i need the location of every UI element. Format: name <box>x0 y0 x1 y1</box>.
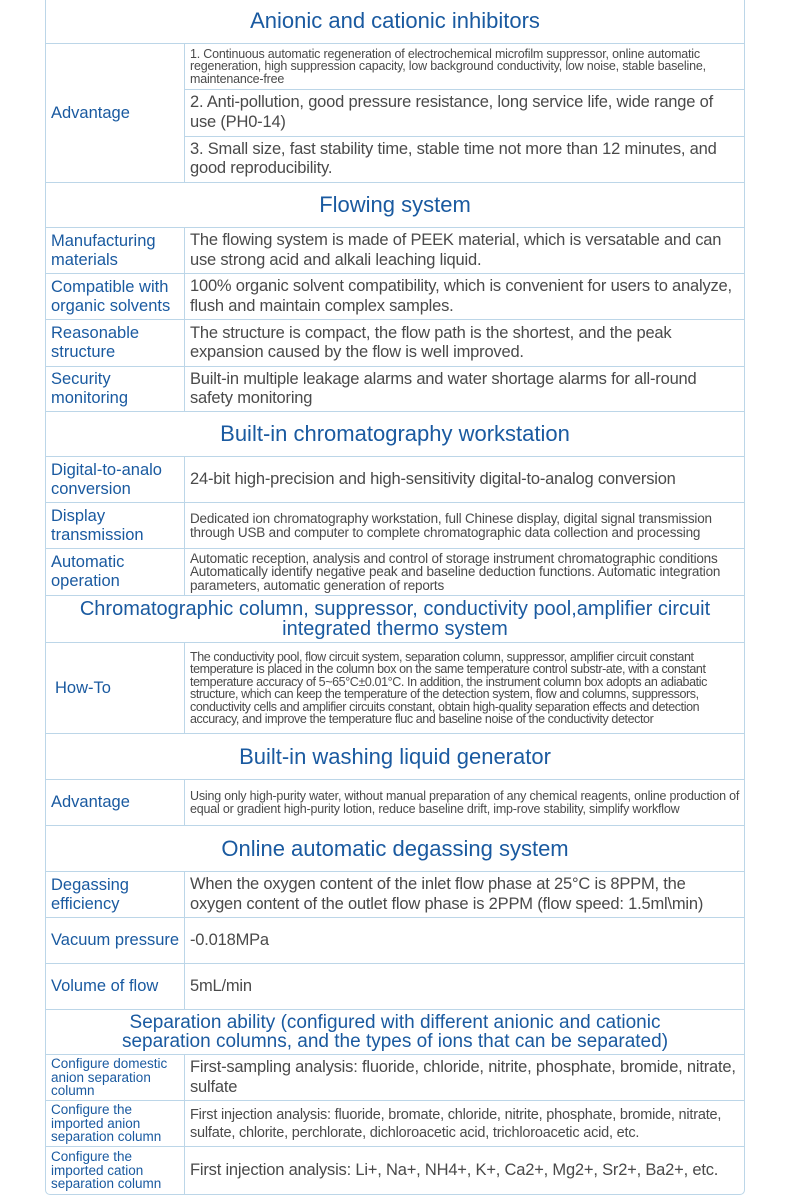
spec-row <box>46 918 744 964</box>
section-title-text: Separation ability (configured with different anionic and cationic separation columns, and the types of ions that can be separated) <box>121 1012 669 1052</box>
spec-value: 3. Small size, fast stability time, stable time not more than 12 minutes, and good reproducibility. <box>190 139 717 178</box>
spec-value: The flowing system is made of PEEK material, which is versatable and can use strong acid and alkali leaching liquid. <box>190 231 722 269</box>
spec-label: Display transmission <box>46 503 185 548</box>
spec-label: Advantage <box>46 44 185 182</box>
spec-label: How-To <box>46 643 185 733</box>
spec-value: 1. Continuous automatic regeneration of electrochemical microfilm suppressor, online automatic regeneration, high suppression capacity, low background conductivity, low noise, stable baseline, maintenance-free <box>185 44 744 90</box>
spec-value: The structure is compact, the flow path is the shortest, and the peak expansion caused by the flow is well improved. <box>190 323 672 361</box>
spec-value: Built-in multiple leakage alarms and water shortage alarms for all-round safety monitoring <box>190 369 697 407</box>
spec-value: First injection analysis: Li+, Na+, NH4+, K+, Ca2+, Mg2+, Sr2+, Ba2+, etc. <box>190 1160 719 1179</box>
spec-row <box>46 320 744 367</box>
spec-label: Configure domestic anion separation column <box>46 1055 185 1100</box>
spec-row <box>46 780 744 826</box>
spec-row <box>46 367 744 412</box>
spec-label: Compatible with organic solvents <box>46 274 185 319</box>
spec-label: Digital-to-analo conversion <box>46 457 185 502</box>
spec-row <box>46 872 744 918</box>
spec-row <box>46 1055 744 1101</box>
spec-label: Advantage <box>46 780 185 825</box>
spec-label: Volume of flow <box>46 964 185 1009</box>
section-title-flowing-system <box>46 183 744 228</box>
spec-value: First injection analysis: fluoride, bromate, chloride, nitrite, phosphate, bromide, nitrate, sulfate, chlorite, perchlorate, dichloroacetic acid, trichloroacetic acid, etc. <box>190 1106 722 1141</box>
spec-row <box>46 503 744 549</box>
section-title-text: Anionic and cationic inhibitors <box>250 8 540 33</box>
spec-value: When the oxygen content of the inlet flow phase at 25°C is 8PPM, the oxygen content of the outlet flow phase is 2PPM (flow speed: 1.5ml\min) <box>190 875 704 913</box>
spec-row <box>46 964 744 1010</box>
spec-table <box>45 0 745 1195</box>
spec-value: 24-bit high-precision and high-sensitivity digital-to-analog conversion <box>190 469 676 488</box>
spec-label: Manufacturing materials <box>46 228 185 273</box>
spec-value: The conductivity pool, flow circuit system, separation column, suppressor, amplifier circuit constant temperature is placed in the column box on the same temperature control substr-ate, with a constant temperature accuracy of 5~65°C±0.01°C. In addition, the instrument column box adopts an adiabatic structure, which can keep the temperature of the detection system, flow and columns, suppressors, conductivity cells and amplifier circuits constant, obtain high-quality separation effects and detection accuracy, and improve the temperature fluc and baseline noise of the conductivity detector <box>190 649 707 726</box>
spec-row <box>46 1101 744 1147</box>
spec-label: Configure the imported cation separation column <box>46 1147 185 1194</box>
spec-value: 100% organic solvent compatibility, which is convenient for users to analyze, flush and maintain complex samples. <box>190 277 732 315</box>
spec-row <box>46 274 744 320</box>
section-title-text: Online automatic degassing system <box>221 835 569 861</box>
section-title-separation-ability <box>46 1010 744 1055</box>
section-title-text: Built-in washing liquid generator <box>239 743 551 769</box>
section-title-inhibitors <box>46 0 744 44</box>
spec-row <box>46 457 744 503</box>
spec-row <box>46 228 744 274</box>
spec-value: Using only high-purity water, without manual preparation of any chemical reagents, online production of equal or gradient high-purity lotion, reduce baseline drift, imp-rove stability, simplify workflow <box>190 789 740 816</box>
spec-label: Vacuum pressure <box>46 918 185 963</box>
spec-value: -0.018MPa <box>190 930 269 949</box>
spec-row-advantage <box>46 44 744 183</box>
spec-value: Dedicated ion chromatography workstation, full Chinese display, digital signal transmission through USB and computer to complete chromatographic data collection and processing <box>190 511 712 540</box>
section-title-text: Built-in chromatography workstation <box>220 421 570 446</box>
spec-label: Configure the imported anion separation column <box>46 1101 185 1146</box>
section-title-text: Flowing system <box>319 192 471 217</box>
spec-value: 5mL/min <box>190 976 252 995</box>
spec-label: Reasonable structure <box>46 320 185 366</box>
spec-value: Automatic reception, analysis and control of storage instrument chromatographic conditions Automatically identify negative peak and baseline deduction functions. Automatic integration parameters, automatic generation of reports <box>190 550 721 593</box>
spec-label: Security monitoring <box>46 367 185 411</box>
spec-label: Degassing efficiency <box>46 872 185 917</box>
spec-row <box>46 549 744 596</box>
section-title-workstation <box>46 412 744 457</box>
section-title-degassing <box>46 826 744 872</box>
spec-value: First-sampling analysis: fluoride, chloride, nitrite, phosphate, bromide, nitrate, sulfate <box>190 1058 736 1096</box>
spec-label: Automatic operation <box>46 549 185 595</box>
section-title-thermo-system <box>46 596 744 643</box>
section-title-washing-generator <box>46 734 744 780</box>
spec-value: 2. Anti-pollution, good pressure resistance, long service life, wide range of use (PH0-14) <box>185 90 744 136</box>
spec-row <box>46 1147 744 1194</box>
section-title-text: Chromatographic column, suppressor, conductivity pool,amplifier circuit integrated thermo system <box>79 598 711 640</box>
spec-row <box>46 643 744 734</box>
